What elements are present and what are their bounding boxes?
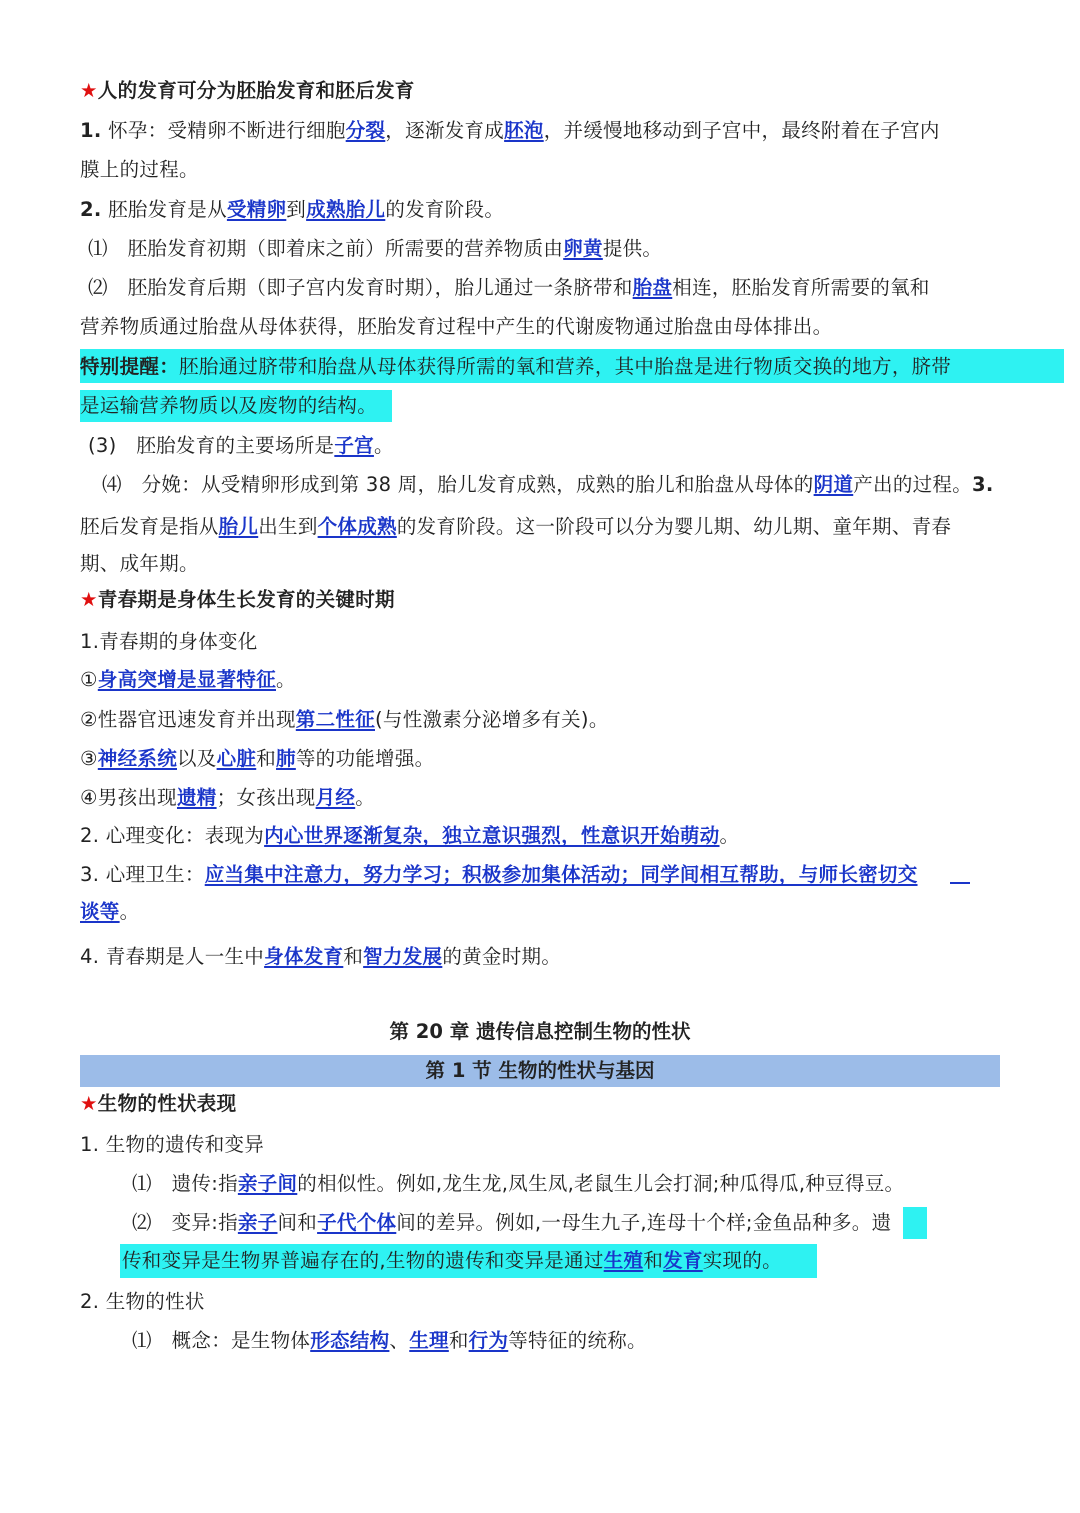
subitem-concept: ⑴ 概念：是生物体形态结构、生理和行为等特征的统称。 — [132, 1329, 647, 1352]
special-reminder: 特别提醒：胚胎通过脐带和胎盘从母体获得所需的氧和营养，其中胎盘是进行物质交换的地方，脐带 — [80, 355, 952, 378]
paragraph-postembryonic-cont: 期、成年期。 — [80, 552, 199, 575]
answer-blank: 生理 — [409, 1329, 449, 1352]
subitem-early-embryo: ⑴ 胚胎发育初期（即着床之前）所需要的营养物质由卵黄提供。 — [88, 237, 663, 260]
answer-blank: 行为 — [468, 1329, 509, 1352]
paragraph-golden-period: 4. 青春期是人一生中身体发育和智力发展的黄金时期。 — [80, 945, 562, 968]
answer-blank: 身高突增是显著特征 — [97, 668, 276, 691]
paragraph-pregnancy: 1. 怀孕：受精卵不断进行细胞分裂，逐渐发育成胚泡，并缓慢地移动到子宫中，最终附着在子宫内 — [80, 119, 940, 142]
answer-blank: 第二性征 — [295, 708, 375, 731]
paragraph-body-changes: 1.青春期的身体变化 — [80, 630, 258, 653]
answer-blank: 亲子间 — [237, 1172, 298, 1195]
paragraph-psychological-change: 2. 心理变化：表现为内心世界逐渐复杂，独立意识强烈，性意识开始萌动。 — [80, 824, 740, 847]
section-heading-puberty: ★青春期是身体生长发育的关键时期 — [80, 588, 395, 611]
subitem-late-embryo-cont: 营养物质通过胎盘从母体获得，胚胎发育过程中产生的代谢废物通过胎盘由母体排出。 — [80, 315, 833, 338]
answer-blank: 应当集中注意力，努力学习；积极参加集体活动；同学间相互帮助，与师长密切交 — [204, 863, 918, 886]
answer-blank: 谈等 — [80, 900, 120, 923]
answer-blank: 内心世界逐渐复杂，独立意识强烈，性意识开始萌动 — [264, 824, 720, 847]
answer-blank: 肺 — [276, 747, 296, 770]
subitem-delivery: ⑷ 分娩：从受精卵形成到第 38 周，胎儿发育成熟，成熟的胎儿和胎盘从母体的阴道产出的过程。3. — [102, 473, 994, 496]
paragraph-traits: 2. 生物的性状 — [80, 1290, 205, 1313]
answer-blank: 卵黄 — [563, 237, 603, 260]
section-title: 第 1 节 生物的性状与基因 — [425, 1059, 655, 1082]
answer-blank: 胎儿 — [218, 515, 259, 538]
star-icon: ★ — [80, 1092, 98, 1115]
subitem-late-embryo: ⑵ 胚胎发育后期（即子宫内发育时期），胎儿通过一条脐带和胎盘相连，胚胎发育所需要的氧和 — [88, 276, 930, 299]
answer-blank: 月经 — [315, 786, 356, 809]
paragraph-pregnancy-cont: 膜上的过程。 — [80, 158, 199, 181]
section-heading-development: ★人的发育可分为胚胎发育和胚后发育 — [80, 79, 415, 102]
paragraph-psychological-health-cont: 谈等。 — [80, 900, 140, 923]
special-reminder-cont: 是运输营养物质以及废物的结构。 — [80, 394, 378, 417]
section-heading-traits: ★生物的性状表现 — [80, 1092, 237, 1115]
answer-blank: 亲子 — [237, 1211, 278, 1234]
answer-blank: 成熟胎儿 — [306, 198, 386, 221]
answer-blank: 子宫 — [334, 434, 374, 457]
subitem-main-site: (3) 胚胎发育的主要场所是子宫。 — [88, 434, 394, 457]
answer-blank: 个体成熟 — [317, 515, 397, 538]
underline-extension — [950, 882, 970, 884]
item-boys-girls: ④男孩出现遗精；女孩出现月经。 — [80, 786, 376, 809]
answer-blank: 分裂 — [345, 119, 386, 142]
chapter-title: 第 20 章 遗传信息控制生物的性状 — [389, 1020, 691, 1043]
answer-blank: 身体发育 — [264, 945, 344, 968]
paragraph-embryo-development: 2. 胚胎发育是从受精卵到成熟胎儿的发育阶段。 — [80, 198, 505, 221]
answer-blank: 受精卵 — [226, 198, 287, 221]
star-icon: ★ — [80, 588, 98, 611]
answer-blank: 形态结构 — [310, 1329, 390, 1352]
answer-blank: 阴道 — [813, 473, 854, 496]
item-height: ①身高突增是显著特征。 — [80, 668, 296, 691]
answer-blank: 神经系统 — [97, 747, 177, 770]
variation-highlight — [903, 1207, 927, 1239]
star-icon: ★ — [80, 79, 98, 102]
paragraph-psychological-health: 3. 心理卫生：应当集中注意力，努力学习；积极参加集体活动；同学间相互帮助，与师长密切交 — [80, 863, 918, 886]
answer-blank: 子代个体 — [317, 1211, 397, 1234]
item-sex-organs: ②性器官迅速发育并出现第二性征(与性激素分泌增多有关)。 — [80, 708, 609, 731]
answer-blank: 胚泡 — [504, 119, 544, 142]
paragraph-postembryonic: 胚后发育是指从胎儿出生到个体成熟的发育阶段。这一阶段可以分为婴儿期、幼儿期、童年期、青春 — [80, 515, 952, 538]
subitem-heredity: ⑴ 遗传:指亲子间的相似性。例如,龙生龙,凤生凤,老鼠生儿会打洞;种瓜得瓜,种豆得豆。 — [132, 1172, 905, 1195]
paragraph-heredity-variation: 1. 生物的遗传和变异 — [80, 1133, 265, 1156]
answer-blank: 遗精 — [176, 786, 217, 809]
answer-blank: 心脏 — [216, 747, 257, 770]
subitem-variation: ⑵ 变异:指亲子间和子代个体间的差异。例如,一母生九子,连母十个样;金鱼品种多。遗 — [132, 1211, 892, 1234]
answer-blank: 生殖 — [603, 1249, 644, 1272]
answer-blank: 智力发展 — [363, 945, 443, 968]
answer-blank: 发育 — [663, 1249, 703, 1272]
item-organ-function: ③神经系统以及心脏和肺等的功能增强。 — [80, 747, 435, 770]
answer-blank: 胎盘 — [632, 276, 673, 299]
subitem-variation-cont: 传和变异是生物界普遍存在的,生物的遗传和变异是通过生殖和发育实现的。 — [122, 1249, 782, 1272]
